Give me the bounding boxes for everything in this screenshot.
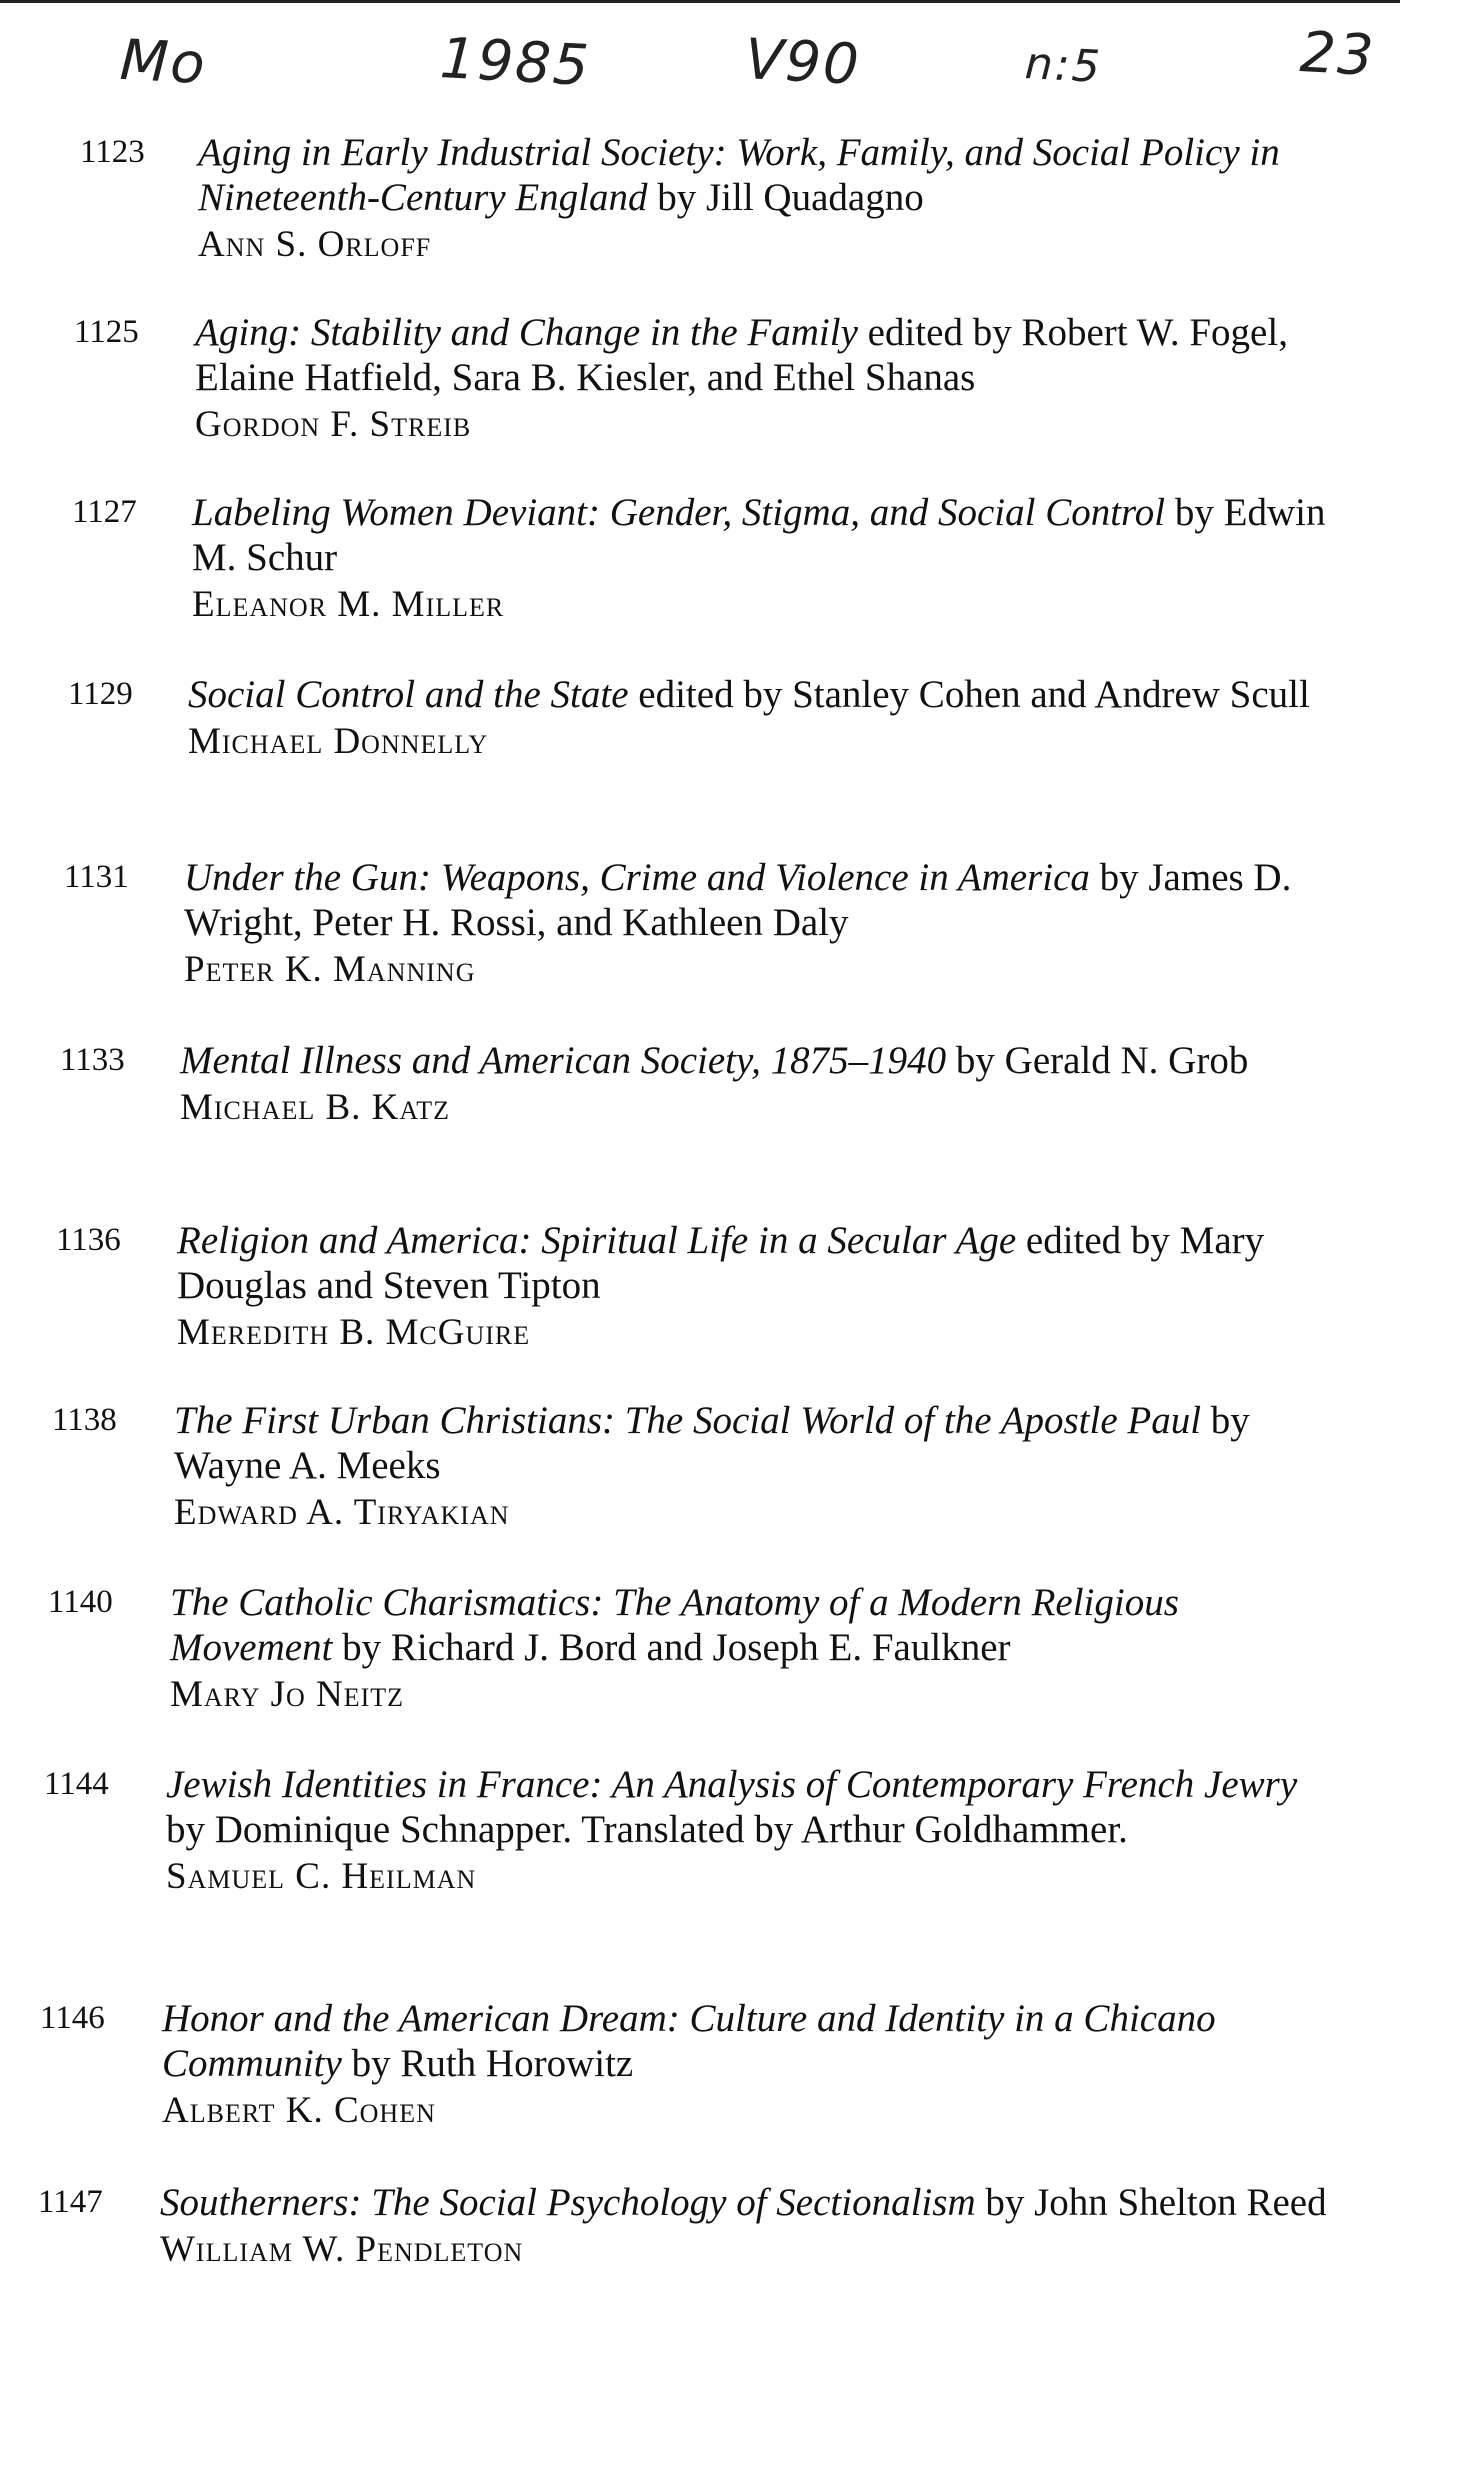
entry-text	[170, 1580, 1340, 1717]
entry-text	[184, 855, 1354, 992]
page-number: 1129	[68, 676, 133, 712]
book-byline: edited by Stanley Cohen and Andrew Scull	[628, 673, 1310, 716]
page-number: 1127	[72, 494, 137, 530]
reviewer-name: Eleanor M. Miller	[192, 584, 505, 625]
book-byline: by Gerald N. Grob	[946, 1039, 1249, 1082]
entry-text	[160, 2180, 1330, 2272]
book-byline: edited by Mary Douglas and Steven Tipton	[177, 1219, 1265, 1307]
book-title: Honor and the American Dream: Culture and Identity in a Chicano Community	[162, 1997, 1216, 2085]
entry-text	[180, 1038, 1350, 1130]
book-title: Labeling Women Deviant: Gender, Stigma, and Social Control	[192, 491, 1166, 534]
book-byline: by Dominique Schnapper. Translated by Arthur Goldhammer.	[166, 1808, 1128, 1851]
handwritten-annotation	[0, 22, 1463, 102]
reviewer-name: Meredith B. McGuire	[177, 1312, 531, 1353]
entry-text	[198, 130, 1368, 267]
book-title: Religion and America: Spiritual Life in a Secular Age	[177, 1219, 1017, 1262]
book-title: Aging in Early Industrial Society: Work, Family, and Social Policy in Nineteenth-Century England	[198, 131, 1280, 219]
reviewer-name: Mary Jo Neitz	[170, 1674, 405, 1715]
book-byline: by John Shelton Reed	[975, 2181, 1327, 2224]
page-number: 1147	[38, 2184, 103, 2220]
page-number: 1144	[44, 1766, 109, 1802]
reviewer-name: William W. Pendleton	[160, 2229, 524, 2270]
page-number: 1133	[60, 1042, 125, 1078]
book-title: Social Control and the State	[188, 673, 629, 716]
book-byline: by James D. Wright, Peter H. Rossi, and Kathleen Daly	[184, 856, 1292, 944]
entry-text	[166, 1762, 1336, 1899]
entry-text	[162, 1996, 1332, 2133]
reviewer-name: Michael B. Katz	[180, 1087, 451, 1128]
book-title: Under the Gun: Weapons, Crime and Violence in America	[184, 856, 1090, 899]
page-number: 1131	[64, 859, 129, 895]
reviewer-name: Albert K. Cohen	[162, 2090, 436, 2131]
reviewer-name: Michael Donnelly	[188, 721, 489, 762]
handwritten-mark: Mo	[118, 27, 209, 98]
handwritten-mark: 1985	[438, 26, 593, 99]
book-byline: by Edwin M. Schur	[192, 491, 1326, 579]
reviewer-name: Gordon F. Streib	[195, 404, 472, 445]
entry-text	[174, 1398, 1344, 1535]
entry-text	[177, 1218, 1347, 1355]
reviewer-name: Edward A. Tiryakian	[174, 1492, 510, 1533]
reviewer-name: Peter K. Manning	[184, 949, 476, 990]
page-number: 1123	[80, 134, 145, 170]
top-rule	[0, 0, 1400, 3]
reviewer-name: Ann S. Orloff	[198, 224, 432, 265]
page-number: 1125	[74, 314, 139, 350]
book-title: Southerners: The Social Psychology of Sectionalism	[160, 2181, 976, 2224]
book-title: Aging: Stability and Change in the Family	[195, 311, 858, 354]
page-number: 1138	[52, 1402, 117, 1438]
book-title: The First Urban Christians: The Social World of the Apostle Paul	[174, 1399, 1202, 1442]
book-byline: by Wayne A. Meeks	[174, 1399, 1250, 1487]
book-title: Mental Illness and American Society, 1875–1940	[180, 1039, 947, 1082]
handwritten-mark: 23	[1298, 20, 1377, 89]
book-byline: by Ruth Horowitz	[341, 2042, 634, 2085]
book-byline: edited by Robert W. Fogel, Elaine Hatfield, Sara B. Kiesler, and Ethel Shanas	[195, 311, 1288, 399]
entry-text	[188, 672, 1358, 764]
handwritten-mark: n:5	[1023, 38, 1104, 93]
page-number: 1140	[48, 1584, 113, 1620]
book-title: Jewish Identities in France: An Analysis of Contemporary French Jewry	[166, 1763, 1298, 1806]
book-byline: by Jill Quadagno	[647, 176, 924, 219]
entry-text	[195, 310, 1365, 447]
book-title: The Catholic Charismatics: The Anatomy of a Modern Religious Movement	[170, 1581, 1179, 1669]
page-number: 1146	[40, 2000, 105, 2036]
page-number: 1136	[56, 1222, 121, 1258]
book-byline: by Richard J. Bord and Joseph E. Faulkner	[332, 1626, 1011, 1669]
handwritten-mark: V90	[743, 27, 863, 98]
reviewer-name: Samuel C. Heilman	[166, 1856, 477, 1897]
entry-text	[192, 490, 1362, 627]
